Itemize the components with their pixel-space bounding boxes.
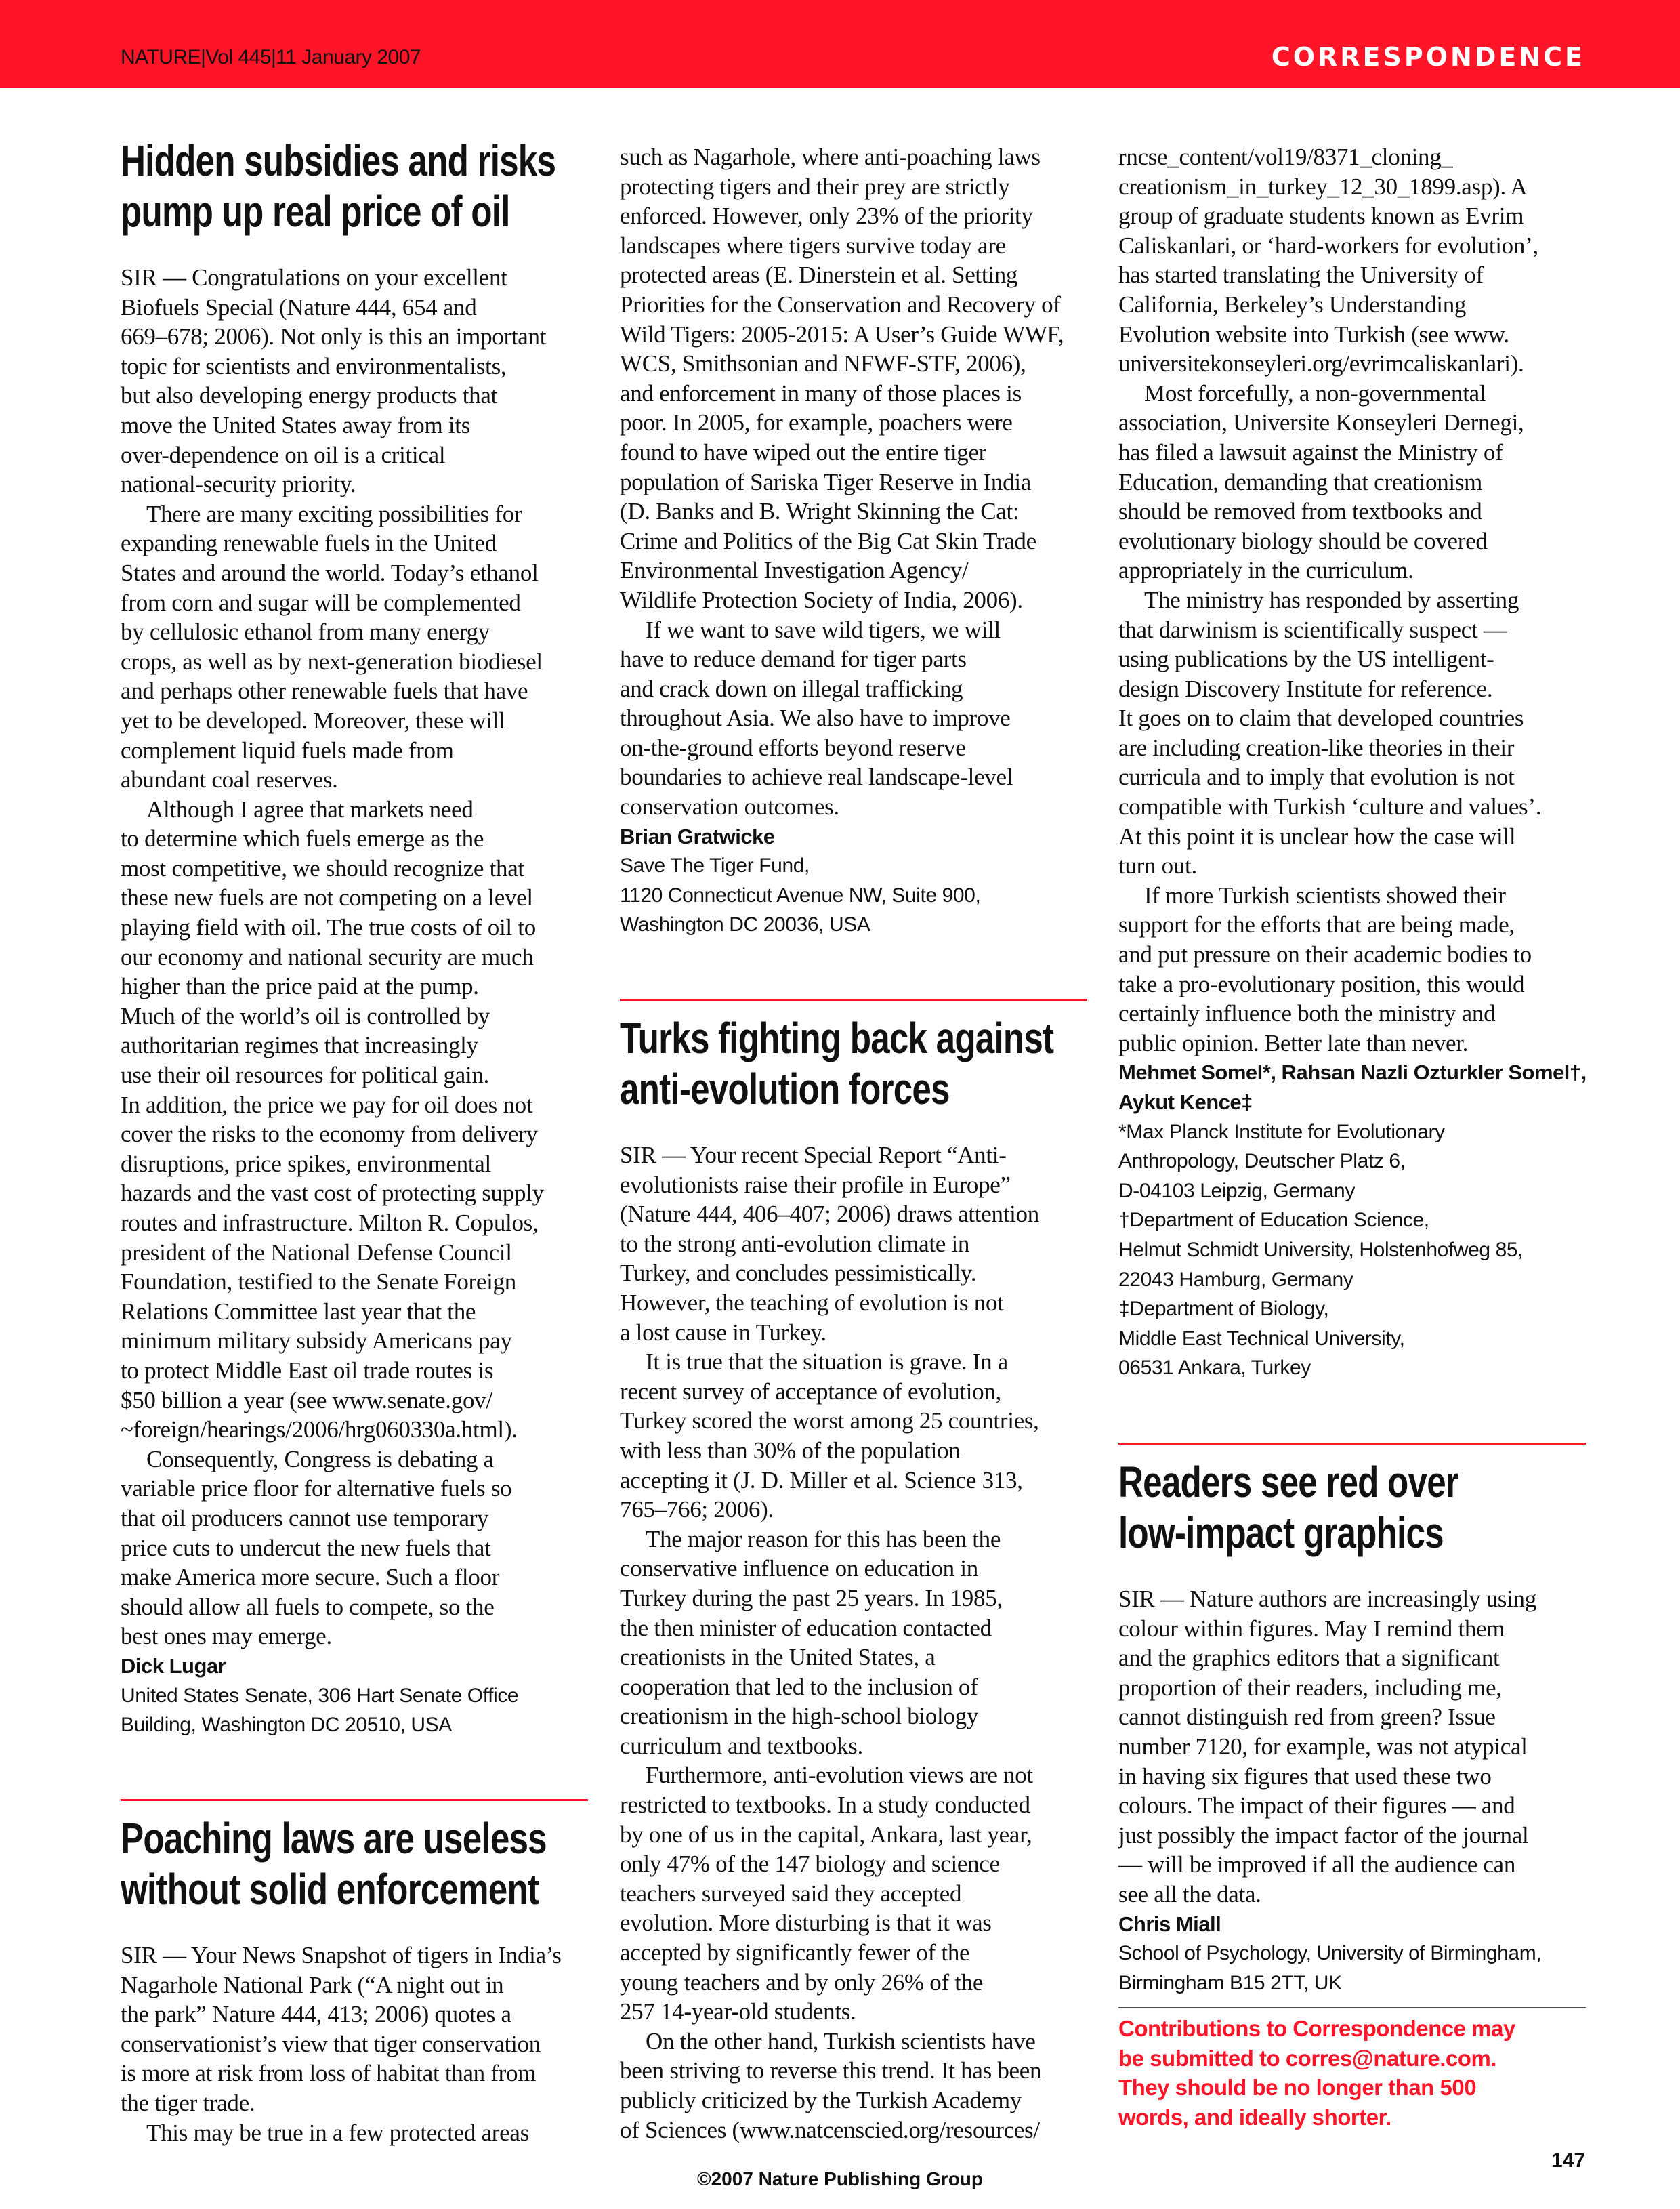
author-addresses: *Max Planck Institute for Evolutionary Anthropology, Deutscher Platz 6, D-04103 Leipzig, Germany †Department of Education Science, Helmut Schmidt University, Holstenhofweg 85, 22043 Hamburg, Germany ‡Department of Biology, Middle East Technical University, 06531 Ankara, Turkey	[1118, 1120, 1524, 1380]
author-address: School of Psychology, University of Birmingham, Birmingham B15 2TT, UK	[1118, 1942, 1542, 1994]
header-bar	[0, 0, 1680, 88]
author-address: Save The Tiger Fund, 1120 Connecticut Avenue NW, Suite 900, Washington DC 20036, USA	[620, 854, 981, 936]
article-title: Turks fighting back against anti-evolution forces	[620, 1014, 1054, 1113]
section-divider	[121, 1799, 588, 1801]
section-divider	[620, 999, 1087, 1001]
contributions-note: Contributions to Correspondence may be submitted to corres@nature.com. They should be no longer than 500 words, and ideally shorter.	[1118, 2016, 1515, 2130]
contributions-box	[1118, 2007, 1593, 2132]
page-number: 147	[1551, 2149, 1586, 2172]
paragraph: Most forcefully, a non-governmental association, Universite Konseyleri Dernegi, has filed a lawsuit against the Ministry of Education, demanding that creationism should be removed from textbooks and evolutionary biology should be covered appropriately in the curriculum.	[1118, 379, 1524, 584]
author-name: Dick Lugar	[121, 1653, 226, 1678]
section-label: CORRESPONDENCE	[1271, 42, 1585, 72]
paragraph: The ministry has responded by asserting that darwinism is scientifically suspect — using publications by the US intelligent- design Discovery Institute for reference. It goes on to claim that developed countries are including creation-like theories in their curricula and to imply that evolution is not compatible with Turkish ‘culture and values’. At this point it is unclear how the case will turn out.	[1118, 586, 1542, 880]
section-divider	[1118, 2007, 1586, 2008]
article-title: Readers see red over low-impact graphics	[1118, 1458, 1458, 1557]
copyright-footer: ©2007 Nature Publishing Group	[696, 2168, 984, 2189]
article-poaching-laws-continued	[620, 142, 1094, 940]
paragraph: If we want to save wild tigers, we will have to reduce demand for tiger parts and crack down on illegal trafficking throughout Asia. We also have to improve on-the-ground efforts beyond reserve boundaries to achieve real landscape-level conservation outcomes.	[620, 616, 1013, 821]
paragraph: There are many exciting possibilities for expanding renewable fuels in the United States and around the world. Today’s ethanol from corn and sugar will be complemented by cellulosic ethanol from many energy crops, as well as by next-generation biodiesel and perhaps other renewable fuels that have yet to be developed. Moreover, these will complement liquid fuels made from abundant coal reserves.	[121, 500, 543, 793]
article-title: Hidden subsidies and risks pump up real price of oil	[121, 136, 556, 236]
paragraph: SIR — Your recent Special Report “Anti- evolutionists raise their profile in Europe” (Nature 444, 406–407; 2006) draws attention to the strong anti-evolution climate in Turkey, and concludes pessimistically. However, the teaching of evolution is not a lost cause in Turkey.	[620, 1142, 1039, 1346]
article-oil-subsidies	[121, 136, 595, 1740]
author-name: Brian Gratwicke	[620, 824, 775, 848]
paragraph: If more Turkish scientists showed their support for the efforts that are being made, and put pressure on their academic bodies to take a pro-evolutionary position, this would certainly influence both the ministry and public opinion. Better late than never.	[1118, 882, 1532, 1056]
article-red-green-graphics	[1118, 1443, 1593, 1998]
paragraph: This may be true in a few protected areas	[146, 2119, 529, 2146]
paragraph: SIR — Congratulations on your excellent Biofuels Special (Nature 444, 654 and 669–678; 2006). Not only is this an important topic for scientists and environmentalists, but also developing energy products that move the United States away from its over-dependence on oil is a critical national-security priority.	[121, 264, 547, 498]
article-turks-evolution	[620, 999, 1094, 2145]
article-title: Poaching laws are useless without solid enforcement	[121, 1814, 547, 1914]
paragraph: The major reason for this has been the conservative influence on education in Turkey during the past 25 years. In 1985, the then minister of education contacted creationists in the United States, a cooperation that led to the inclusion of creationism in the high-school biology curriculum and textbooks.	[620, 1525, 1003, 1759]
article-turks-evolution-continued	[1118, 142, 1593, 1383]
paragraph: On the other hand, Turkish scientists have been striving to reverse this trend. It has been publicly criticized by the Turkish Academy of Sciences (www.natcenscied.org/resources/	[620, 2027, 1042, 2143]
author-names: Mehmet Somel*, Rahsan Nazli Ozturkler Somel†, Aykut Kence‡	[1118, 1060, 1587, 1114]
paragraph: SIR — Nature authors are increasingly using colour within figures. May I remind them and the graphics editors that a significant proportion of their readers, including me, cannot distinguish red from green? Issue number 7120, for example, was not atypical in having six figures that used these two colours. The impact of their figures — and just possibly the impact factor of the journal — will be improved if all the audience can see all the data.	[1118, 1586, 1536, 1907]
paragraph: Although I agree that markets need to determine which fuels emerge as the most competitive, we should recognize that these new fuels are not competing on a level playing field with oil. The true costs of oil to our economy and national security are much higher than the price paid at the pump. Much of the world’s oil is controlled by authoritarian regimes that increasingly use their oil resources for political gain. In addition, the price we pay for oil does not cover the risks to the economy from delivery disruptions, price spikes, environmental hazards and the vast cost of protecting supply routes and infrastructure. Milton R. Copulos, president of the National Defense Council Foundation, testified to the Senate Foreign Relations Committee last year that the minimum military subsidy Americans pay to protect Middle East oil trade routes is $50 billion a year (see www.senate.gov/ ~foreign/hearings/2006/hrg060330a.html).	[121, 796, 544, 1443]
paragraph: Furthermore, anti-evolution views are not restricted to textbooks. In a study conducted by one of us in the capital, Ankara, last year, only 47% of the 147 biology and science teachers surveyed said they accepted evolution. More disturbing is that it was accepted by significantly fewer of the young teachers and by only 26% of the 257 14-year-old students.	[620, 1762, 1033, 2025]
article-poaching-laws	[121, 1799, 595, 2147]
paragraph: Consequently, Congress is debating a variable price floor for alternative fuels so that oil producers cannot use temporary price cuts to undercut the new fuels that make America more secure. Such a floor should allow all fuels to compete, so the best ones may emerge.	[121, 1445, 512, 1650]
paragraph: It is true that the situation is grave. In a recent survey of acceptance of evolution, Turkey scored the worst among 25 countries, with less than 30% of the population accepting it (J. D. Miller et al. Science 313, 765–766; 2006).	[620, 1348, 1039, 1523]
paragraph: such as Nagarhole, where anti-poaching laws protecting tigers and their prey are strictly enforced. However, only 23% of the priority landscapes where tigers survive today are protected areas (E. Dinerstein et al. Setting Priorities for the Conservation and Recovery of Wild Tigers: 2005-2015: A User’s Guide WWF, WCS, Smithsonian and NFWF-STF, 2006), and enforcement in many of those places is poor. In 2005, for example, poachers were found to have wiped out the entire tiger population of Sariska Tiger Reserve in India (D. Banks and B. Wright Skinning the Cat: Crime and Politics of the Big Cat Skin Trade Environmental Investigation Agency/ Wildlife Protection Society of India, 2006).	[620, 144, 1064, 613]
author-name: Chris Miall	[1118, 1912, 1221, 1936]
paragraph: rncse_content/vol19/8371_cloning_ creationism_in_turkey_12_30_1899.asp). A group of graduate students known as Evrim Caliskanlari, or ‘hard-workers for evolution’, has started translating the University of California, Berkeley’s Understanding Evolution website into Turkish (see www. universitekonseyleri.org/evrimcaliskanlari).	[1118, 144, 1538, 377]
author-address: United States Senate, 306 Hart Senate Office Building, Washington DC 20510, USA	[121, 1684, 519, 1737]
paragraph: SIR — Your News Snapshot of tigers in India’s Nagarhole National Park (“A night out in the park” Nature 444, 413; 2006) quotes a conservationist’s view that tiger conservation is more at risk from loss of habitat than from the tiger trade.	[121, 1942, 562, 2116]
running-head: NATURE|Vol 445|11 January 2007	[121, 46, 421, 68]
section-divider	[1118, 1443, 1586, 1445]
